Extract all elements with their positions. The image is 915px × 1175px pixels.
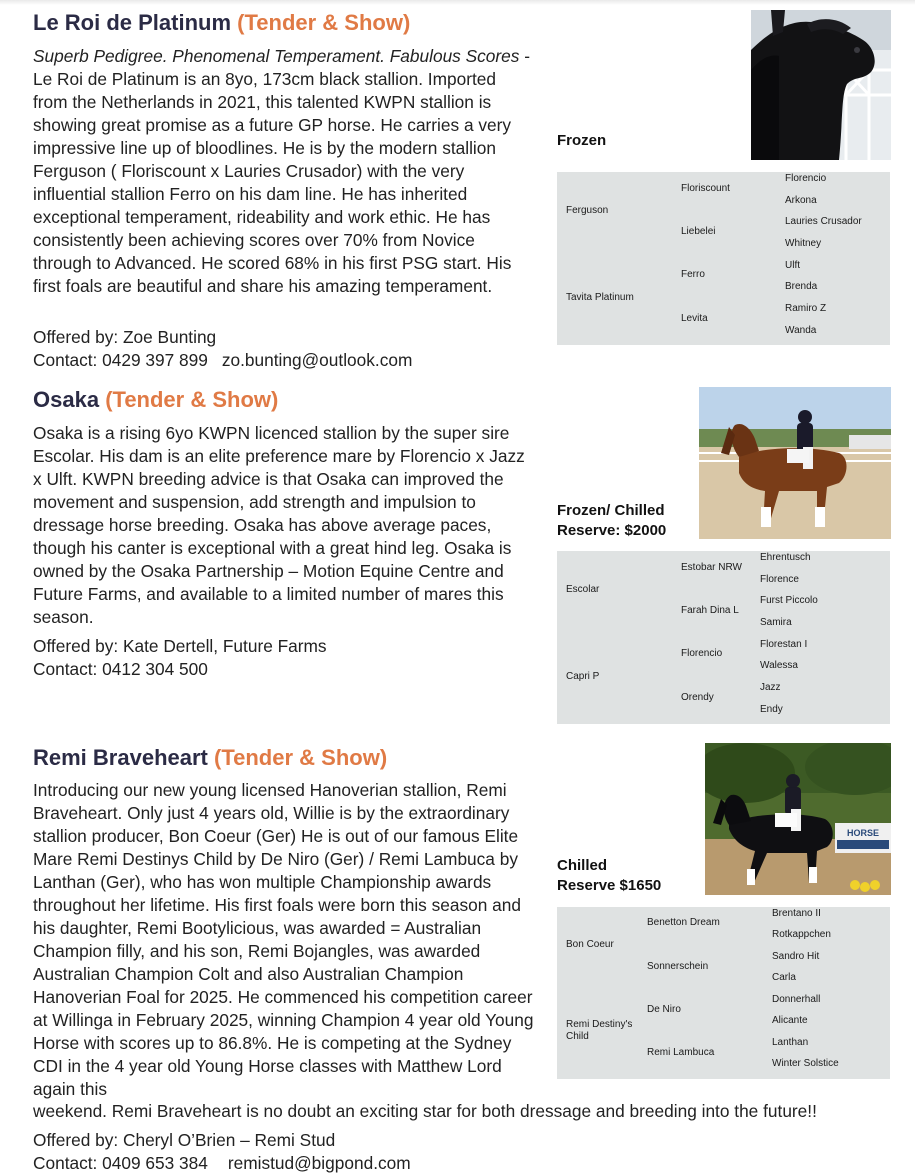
availability-line: Reserve: $2000 [557, 522, 667, 539]
horse-description: Introducing our new young licensed Hanoverian stallion, Remi Braveheart. Only just 4 years old, Willie is by the extraordinary stallion producer, Bon Coeur (Ger) He is out of our famous Elite Mare Remi Destinys Child by De Niro (Ger) / Remi Lambuca by Lanthan (Ger), who has won multiple Championship awards throughout her lifetime. His first foals were born this season and his daughter, Remi Bootylicious, was awarded = Australian Champion filly, and his son, Remi Bojangles, was awarded Australian Champion Colt and also Australian Champion Hanoverian Foal for 2025. He commenced his competition career at Willinga in February 2025, winning Champion 4 year old Young Horse with scores up to 86.8%. He is competing at the Sydney CDI in the 4 year old Young Horse classes with Matthew Lord again this [33, 780, 534, 1099]
pedigree-great-grandparent: Lanthan [772, 1037, 809, 1048]
horse-description-tail: weekend. Remi Braveheart is no doubt an exciting star for both dressage and breeding into the future!! [33, 1101, 817, 1121]
pedigree-great-grandparent: Rotkappchen [772, 929, 831, 940]
pedigree-great-grandparent: Whitney [785, 238, 822, 249]
intro-italic: Superb Pedigree. Phenomenal Temperament. Fabulous Scores [33, 46, 520, 66]
availability [557, 856, 661, 896]
tender-show-tag: (Tender & Show) [105, 387, 279, 412]
pedigree-great-grandparent: Jazz [760, 682, 781, 693]
contact-phone: Contact: 0429 397 899 [33, 350, 208, 370]
availability [557, 501, 666, 541]
offered-by: Offered by: Kate Dertell, Future Farms [33, 636, 327, 656]
pedigree-great-grandparent: Winter Solstice [772, 1058, 839, 1069]
pedigree-table [557, 172, 890, 345]
pedigree-great-grandparent: Brentano II [772, 908, 821, 919]
pedigree-great-grandparent: Arkona [785, 195, 817, 206]
horse-photo [699, 387, 891, 539]
pedigree-grandparent: Farah Dina L [681, 605, 739, 616]
horse-name: Remi Braveheart [33, 745, 208, 770]
availability-line: Chilled [557, 857, 608, 874]
pedigree-great-grandparent: Donnerhall [772, 994, 821, 1005]
pedigree-dam: Capri P [566, 671, 600, 682]
availability-line: Frozen/ Chilled [557, 502, 665, 519]
pedigree-grandparent: Estobar NRW [681, 562, 742, 573]
tender-show-tag: (Tender & Show) [214, 745, 388, 770]
pedigree-sire: Bon Coeur [566, 939, 614, 950]
tender-show-tag: (Tender & Show) [237, 10, 411, 35]
horse-photo [705, 743, 891, 895]
dressage-photo-illustration [699, 387, 891, 539]
pedigree-great-grandparent: Florestan I [760, 639, 808, 650]
pedigree-great-grandparent: Ramiro Z [785, 303, 827, 314]
pedigree-great-grandparent: Ehrentusch [760, 552, 811, 563]
contact-line [33, 1152, 411, 1175]
horse-name: Osaka [33, 387, 100, 412]
contact-email[interactable]: remistud@bigpond.com [227, 1153, 411, 1173]
contact-phone: Contact: 0409 653 384 [33, 1153, 208, 1173]
horse-title [33, 745, 387, 771]
contact-line [33, 349, 412, 372]
pedigree-sire: Ferguson [566, 205, 609, 216]
pedigree-dam: Tavita Platinum [566, 292, 634, 303]
pedigree-grandparent: De Niro [647, 1004, 681, 1015]
pedigree-great-grandparent: Alicante [772, 1015, 808, 1026]
offered-by: Offered by: Zoe Bunting [33, 327, 217, 347]
top-edge [0, 0, 915, 5]
pedigree-grandparent: Floriscount [681, 183, 730, 194]
stallion-photo-illustration [751, 10, 891, 160]
availability [557, 131, 606, 151]
horse-description: Osaka is a rising 6yo KWPN licenced stallion by the super sire Escolar. His dam is an elite preference mare by Florencio x Jazz x Ulft. KWPN breeding advice is that Osaka can improved the movement and suspension, add strength and impulsion to dressage horse breeding. Osaka has above average paces, though his canter is exceptional with a great hind leg. Osaka is owned by the Osaka Partnership – Motion Equine Centre and Future Farms, and available to a limited number of mares this season. [33, 423, 525, 627]
arena-banner-text: HORSE [846, 828, 880, 838]
pedigree-great-grandparent: Ulft [785, 260, 800, 271]
pedigree-dam: Remi Destiny's Child [566, 1019, 633, 1042]
pedigree-great-grandparent: Carla [772, 972, 796, 983]
horse-photo [751, 10, 891, 160]
availability-line: Frozen [557, 132, 607, 149]
pedigree-table [557, 551, 890, 724]
pedigree-great-grandparent: Sandro Hit [772, 951, 820, 962]
pedigree-grandparent: Orendy [681, 692, 714, 703]
pedigree-grandparent: Sonnerschein [647, 961, 709, 972]
availability-line: Reserve $1650 [557, 877, 662, 894]
contact-phone: Contact: 0412 304 500 [33, 659, 208, 679]
horse-title [33, 10, 410, 36]
pedigree-grandparent: Remi Lambuca [647, 1047, 715, 1058]
pedigree-grandparent: Levita [681, 313, 708, 324]
offered-by: Offered by: Cheryl O’Brien – Remi Stud [33, 1130, 336, 1150]
pedigree-great-grandparent: Samira [760, 617, 792, 628]
pedigree-grandparent: Florencio [681, 648, 723, 659]
pedigree-sire: Escolar [566, 584, 600, 595]
description-body: - Le Roi de Platinum is an 8yo, 173cm black stallion. Imported from the Netherlands in 2021, this talented KWPN stallion is showing great promise as a future GP horse. He carries a very impressive line up of bloodlines. He is by the modern stallion Ferguson ( Floriscount x Lauries Crusador) with the very influential stallion Ferro on his dam line. He has inherited exceptional temperament, rideability and work ethic. He has consistently been achieving scores over 70% from Novice through to Advanced. He scored 68% in his first PSG start. His first foals are beautiful and share his amazing temperament. [33, 46, 530, 296]
pedigree-great-grandparent: Walessa [760, 660, 798, 671]
horse-name: Le Roi de Platinum [33, 10, 232, 35]
pedigree-great-grandparent: Florencio [785, 173, 827, 184]
braveheart-photo-illustration [705, 743, 891, 895]
pedigree-great-grandparent: Endy [760, 704, 783, 715]
pedigree-table [557, 907, 890, 1079]
pedigree-great-grandparent: Furst Piccolo [760, 595, 818, 606]
pedigree-great-grandparent: Florence [760, 574, 799, 585]
contact-email[interactable]: zo.bunting@outlook.com [221, 350, 413, 370]
pedigree-great-grandparent: Lauries Crusador [785, 216, 862, 227]
pedigree-grandparent: Benetton Dream [647, 917, 720, 928]
pedigree-grandparent: Ferro [681, 269, 705, 280]
horse-description [33, 45, 533, 298]
horse-title [33, 387, 278, 413]
pedigree-great-grandparent: Wanda [785, 325, 817, 336]
pedigree-great-grandparent: Brenda [785, 281, 818, 292]
pedigree-grandparent: Liebelei [681, 226, 716, 237]
